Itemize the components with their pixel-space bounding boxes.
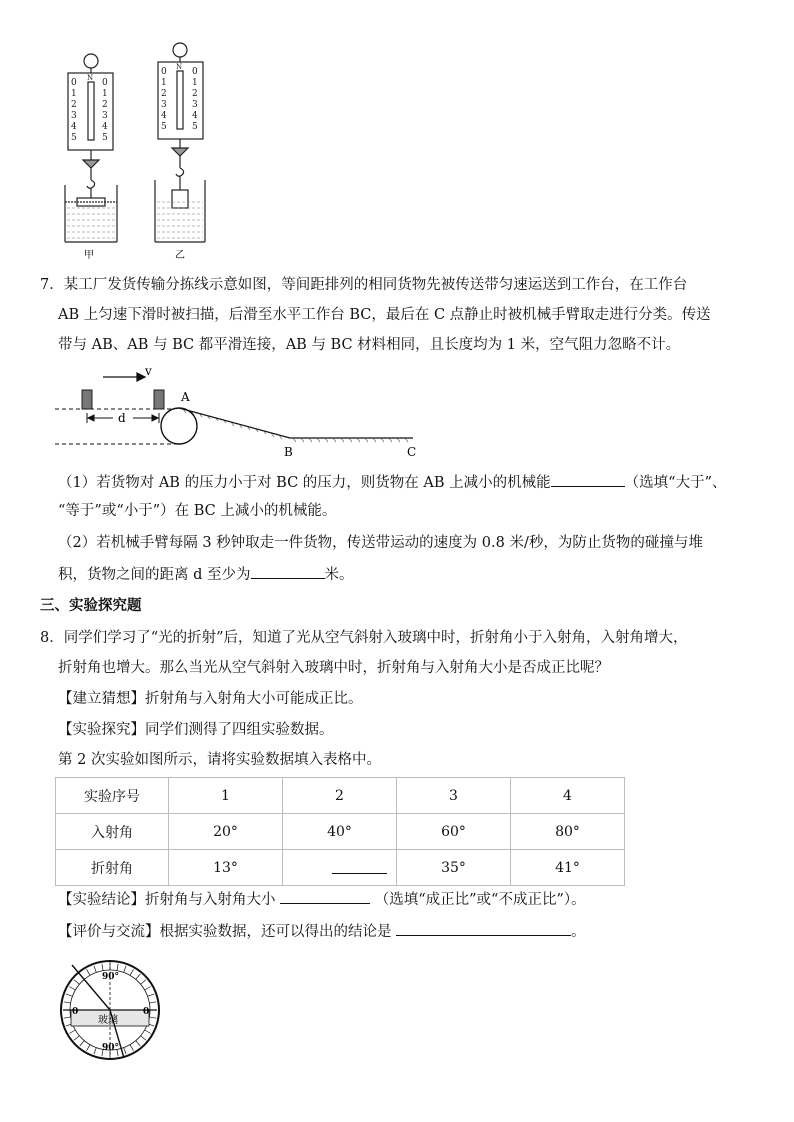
q7-part2-unit: 米。 [324,567,354,583]
newton-label: N [87,74,94,82]
q8-instruction: 第 2 次实验如图所示，请将实验数据填入表格中。 [58,752,381,768]
table-cell: 40° [283,814,397,850]
q8-answer-blank-2[interactable] [396,920,571,936]
label-90-bottom: 90° [102,1043,120,1053]
q7-part1-options: （选填“大于”、 [624,475,727,491]
tick-label: 3 [71,111,77,121]
q7-line-1: 7．某工厂发货传输分拣线示意如图，等间距排列的相同货物先被传送带匀速运送到工作台，在工作台 [40,277,688,293]
q7-part1-line2: “等于”或“小于”）在 BC 上减小的机械能。 [58,503,337,519]
table-cell: 41° [511,850,625,886]
tick-label: 3 [102,111,108,121]
q8-line-2: 折射角也增大。那么当光从空气斜射入玻璃中时，折射角与入射角大小是否成正比呢？ [58,660,609,676]
label-c: C [407,445,417,459]
q8-evaluation-end: 。 [571,924,586,940]
spring-scale-figure [55,40,225,262]
tick-label: 2 [161,89,167,99]
tick-label: 5 [161,122,167,132]
table-cell: 20° [169,814,283,850]
q8-answer-blank-1[interactable] [280,888,370,904]
tick-label: 3 [161,100,167,110]
q7-line-3: 带与 AB、AB 与 BC 都平滑连接，AB 与 BC 材料相同，且长度均为 1 米，空气阻力忽略不计。 [58,337,681,353]
table-cell: 1 [169,778,283,814]
q8-explore: 【实验探究】同学们测得了四组实验数据。 [58,722,334,738]
newton-label: N [176,63,183,71]
q8-conclusion [58,888,586,910]
table-cell: 入射角 [56,814,169,850]
tick-label: 0 [161,67,167,77]
label-0-right: 0 [143,1007,150,1017]
velocity-arrow [103,373,145,381]
scale-ticks-right [161,63,198,132]
q7-part1-text: （1）若货物对 AB 的压力小于对 BC 的压力，则货物在 AB 上减小的机械能 [58,475,551,491]
conveyor-figure [55,365,425,460]
q8-evaluation [58,920,586,942]
tick-label: 1 [71,89,77,99]
label-v: v [145,365,152,378]
tick-label: 0 [71,78,77,88]
cargo-box [154,390,164,409]
q8-evaluation-text: 【评价与交流】根据实验数据，还可以得出的结论是 [58,924,392,940]
ramp-ab [179,408,413,438]
ramp-hatching [183,409,408,442]
table-row [56,778,625,814]
q7-part2-line1: （2）若机械手臂每隔 3 秒钟取走一件货物，传送带运动的速度为 0.8 米/秒，为防止货物的碰撞与堆 [58,535,703,551]
refraction-protractor-figure [58,958,162,1062]
table-cell: 60° [397,814,511,850]
scale-ticks-left [71,74,108,143]
table-cell-blank[interactable] [283,850,397,886]
label-glass: 玻璃 [98,1015,118,1026]
tick-label: 1 [161,78,167,88]
q7-answer-blank-1[interactable] [551,471,625,487]
label-b: B [284,445,293,459]
tick-label: 1 [192,78,198,88]
tick-label: 2 [102,100,108,110]
q7-part1-line1 [58,471,726,493]
table-cell: 35° [397,850,511,886]
tick-label: 0 [192,67,198,77]
q7-part2-text: 积，货物之间的距离 d 至少为 [58,567,251,583]
tick-label: 0 [102,78,108,88]
label-90-top: 90° [102,972,120,982]
section-title: 三、实验探究题 [40,598,142,614]
q7-answer-blank-2[interactable] [251,563,325,579]
q8-line-1: 8．同学们学习了“光的折射”后，知道了光从空气斜射入玻璃中时，折射角小于入射角，入射角增大， [40,630,688,646]
water-left [67,208,115,238]
table-cell: 80° [511,814,625,850]
table-answer-blank[interactable] [332,858,387,874]
label-0-left: 0 [72,1007,79,1017]
tick-label: 2 [192,89,198,99]
label-d: d [118,411,126,425]
tick-label: 5 [71,133,77,143]
tick-label: 4 [71,122,77,132]
water-right [157,202,203,238]
q7-part2-line2 [58,563,354,585]
table-cell: 折射角 [56,850,169,886]
tick-label: 5 [102,133,108,143]
data-table [55,777,625,886]
tick-label: 4 [192,111,198,121]
q8-conclusion-options: （选填“成正比”或“不成正比”）。 [374,892,586,908]
q8-conclusion-text: 【实验结论】折射角与入射角大小 [58,892,276,908]
label-yi: 乙 [175,250,185,261]
roller [161,408,197,444]
tick-label: 3 [192,100,198,110]
label-a: A [181,390,190,404]
tick-label: 4 [102,122,108,132]
q7-line-2: AB 上匀速下滑时被扫描，后滑至水平工作台 BC，最后在 C 点静止时被机械手臂取走进行分类。传送 [58,307,711,323]
table-cell: 4 [511,778,625,814]
tick-label: 2 [71,100,77,110]
table-cell: 13° [169,850,283,886]
tick-label: 4 [161,111,167,121]
tick-label: 5 [192,122,198,132]
tick-label: 1 [102,89,108,99]
table-cell: 实验序号 [56,778,169,814]
table-cell: 3 [397,778,511,814]
label-jia: 甲 [84,250,94,261]
table-cell: 2 [283,778,397,814]
q8-hypothesis: 【建立猜想】折射角与入射角大小可能成正比。 [58,691,363,707]
table-row [56,850,625,886]
cargo-box [82,390,92,409]
table-row [56,814,625,850]
